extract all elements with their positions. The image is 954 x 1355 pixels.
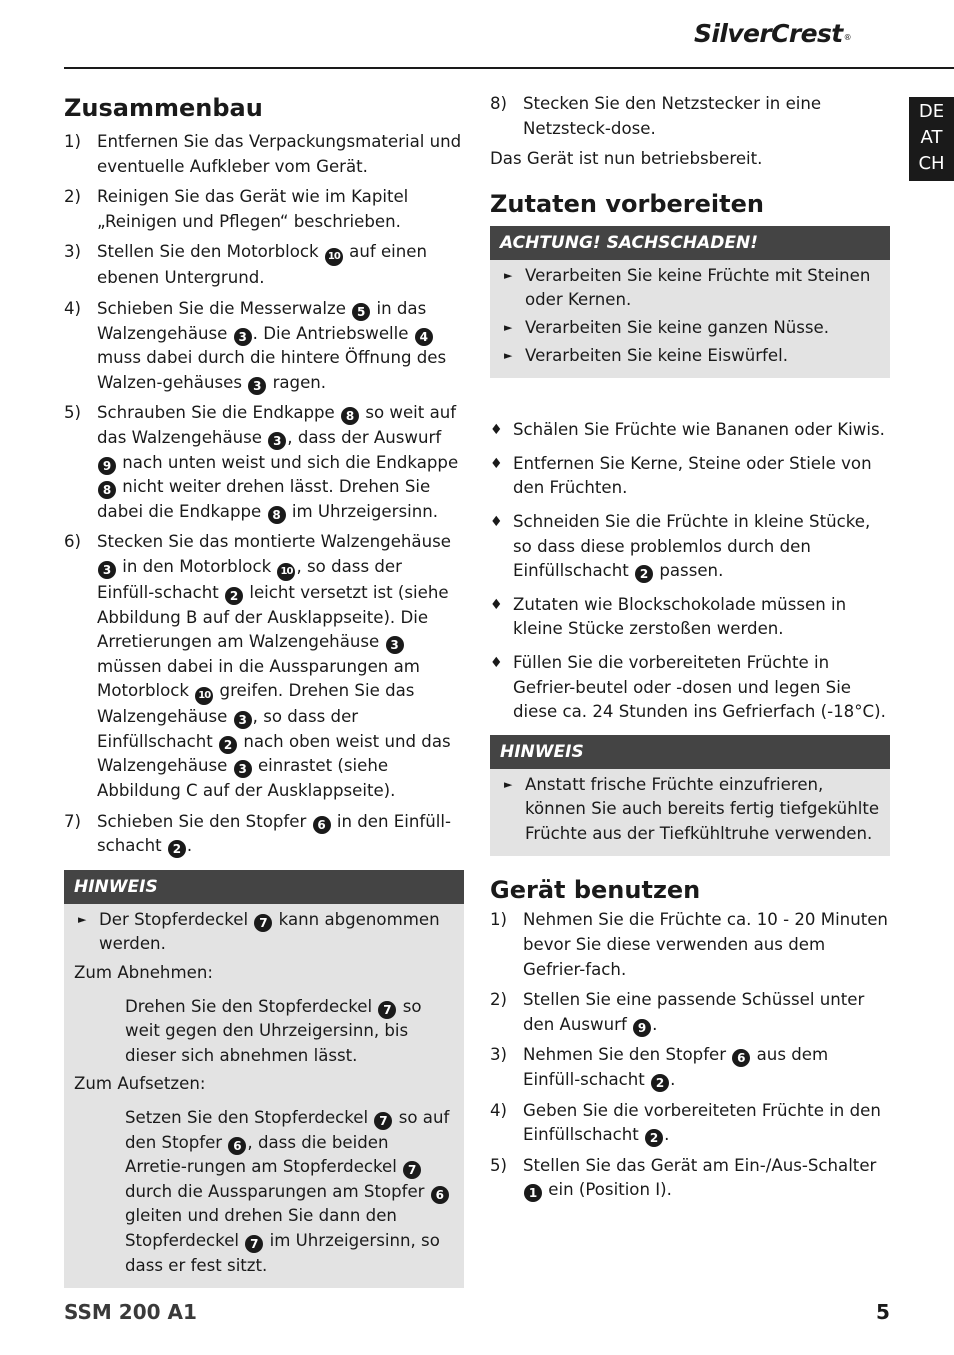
ref-badge: 3 [234,760,252,778]
lang-de: DE [918,101,945,122]
ref-badge: 3 [234,711,252,729]
diamond-bullet-icon: ♦ [490,455,503,472]
warning-bullet: ► Verarbeiten Sie keine ganzen Nüsse. [500,316,880,341]
assembly-step: 5) Schrauben Sie die Endkappe 8 so weit auf das Walzengehäuse 3 , dass der Auswurf 9 nach unten weist und sich die Endkappe 8 nicht weiter drehen lässt. Drehen Sie dabei die Endkappe 8 im Uhrzeigersinn. [64,403,459,522]
ref-badge: 6 [431,1186,449,1204]
prep-item: ♦ Schneiden Sie die Früchte in kleine Stücke, so dass diese problemlos durch den Einfüllschacht 2 passen. [490,511,871,582]
ref-badge: 7 [374,1112,392,1130]
ref-badge: 9 [633,1019,651,1037]
note-remove-label: Zum Abnehmen: [74,963,213,983]
ref-badge: 2 [225,587,243,605]
diamond-bullet-icon: ♦ [490,513,503,530]
triangle-bullet-icon: ► [78,912,87,926]
assembly-step: 8) Stecken Sie den Netzstecker in eine Netzsteck-dose. [490,94,822,138]
triangle-bullet-icon: ► [504,348,513,362]
note-attach-text: Setzen Sie den Stopferdeckel 7 so auf den Stopfer 6 , dass die beiden Arretie-rungen am Stopferdeckel 7 durch die Aussparungen am Stopfer 6 gleiten und drehen Sie dann den Stopferdeckel 7 im Uhrzeigersinn, so dass er fest sitzt. [125,1108,450,1275]
note-box [490,735,890,857]
ref-badge: 2 [219,736,237,754]
ref-badge: 2 [635,565,653,583]
ref-badge: 9 [98,457,116,475]
ref-badge: 5 [352,303,370,321]
language-tab [909,97,954,181]
brand-logo: SilverCrest® [694,19,851,48]
prep-item: ♦ Schälen Sie Früchte wie Bananen oder Kiwis. [490,418,890,443]
warning-header: ACHTUNG! SACHSCHADEN! [490,226,890,260]
ref-badge: 6 [732,1049,750,1067]
ref-badge: 7 [378,1001,396,1019]
section-title-assembly: Zusammenbau [64,94,263,122]
assembly-step: 4) Schieben Sie die Messerwalze 5 in das Walzengehäuse 3 . Die Antriebswelle 4 muss dabei durch die hintere Öffnung des Walzen-gehäuses 3 ragen. [64,298,447,393]
ref-badge: 7 [403,1161,421,1179]
section-title-use: Gerät benutzen [490,876,701,905]
note-bullet: ► Der Stopferdeckel 7 kann abgenommen werden. [78,909,440,954]
right-column [490,90,890,1203]
lang-at: AT [920,127,943,148]
section-title-prep: Zutaten vorbereiten [490,189,764,218]
use-step: 2) Stellen Sie eine passende Schüssel unter den Auswurf 9 . [490,990,865,1035]
left-column [64,90,464,1288]
ref-badge: 3 [268,432,286,450]
diamond-bullet-icon: ♦ [490,654,503,671]
ref-badge: 6 [313,816,331,834]
ref-badge: 3 [386,636,404,654]
note-attach-label: Zum Aufsetzen: [74,1074,206,1094]
assembly-step: 2) Reinigen Sie das Gerät wie im Kapitel „Reinigen und Pflegen“ beschrieben. [64,187,409,231]
assembly-step: 1) Entfernen Sie das Verpackungsmaterial und eventuelle Aufkleber vom Gerät. [64,132,462,176]
diamond-bullet-icon: ♦ [490,422,503,439]
footer-model: SSM 200 A1 [64,1300,197,1324]
ref-badge: 7 [245,1235,263,1253]
note-box [64,870,464,1288]
ref-badge: 8 [341,407,359,425]
assembly-step: 3) Stellen Sie den Motorblock 10 auf einen ebenen Untergrund. [64,242,428,288]
triangle-bullet-icon: ► [504,268,513,282]
ref-badge: 3 [234,328,252,346]
note-bullet: ► Anstatt frische Früchte einzufrieren, können Sie auch bereits fertig tiefgekühlte Früchte aus der Tiefkühltruhe verwenden. [504,774,880,843]
assembly-step: 6) Stecken Sie das montierte Walzengehäuse 3 in den Motorblock 10 , so dass der Einfüll-schacht 2 leicht versetzt ist (siehe Abbildung B auf der Ausklappseite). Die Arretierungen am Walzengehäuse 3 müssen dabei in die Aussparungen am Motorblock 10 greifen. Drehen Sie das Walzengehäuse 3 , so dass der Einfüllschacht 2 nach oben weist und das Walzengehäuse 3 einrastet (siehe Abbildung C auf der Ausklappseite). [64,532,451,801]
ref-badge: 10 [277,563,295,581]
use-step: 5) Stellen Sie das Gerät am Ein-/Aus-Schalter 1 ein (Position I). [490,1155,877,1201]
ref-badge: 3 [98,561,116,579]
ref-badge: 4 [415,328,433,346]
warning-box [490,226,890,378]
warning-bullet: ► Verarbeiten Sie keine Früchte mit Steinen oder Kernen. [504,265,871,310]
prep-item: ♦ Zutaten wie Blockschokolade müssen in kleine Stücke zerstoßen werden. [490,594,847,639]
triangle-bullet-icon: ► [504,777,513,791]
assembly-step: 7) Schieben Sie den Stopfer 6 in den Einfüll-schacht 2 . [64,811,451,857]
use-step: 3) Nehmen Sie den Stopfer 6 aus dem Einfüll-schacht 2 . [490,1045,829,1091]
prep-item: ♦ Füllen Sie die vorbereiteten Früchte in Gefrier-beutel oder -dosen und legen Sie diese ca. 24 Stunden ins Gefrierfach (-18°C). [490,652,886,722]
lang-ch: CH [918,153,945,174]
ref-badge: 6 [228,1137,246,1155]
ref-badge: 3 [248,377,266,395]
ref-badge: 8 [268,506,286,524]
header-rule [64,67,954,69]
ready-text: Das Gerät ist nun betriebsbereit. [490,149,763,169]
ref-badge: 1 [524,1184,542,1202]
ref-badge: 2 [168,840,186,858]
ref-badge: 10 [195,687,213,705]
ref-badge: 10 [325,248,343,266]
ref-badge: 2 [651,1074,669,1092]
ref-badge: 2 [645,1129,663,1147]
note-remove-text: Drehen Sie den Stopferdeckel 7 so weit gegen den Uhrzeigersinn, bis dieser sich abnehmen lässt. [125,996,422,1065]
note-header: HINWEIS [64,870,464,904]
ref-badge: 7 [254,914,272,932]
diamond-bullet-icon: ♦ [490,596,503,613]
use-step: 1) Nehmen Sie die Früchte ca. 10 - 20 Minuten bevor Sie diese verwenden aus dem Gefrier-fach. [490,910,888,979]
triangle-bullet-icon: ► [504,320,513,334]
prep-item: ♦ Entfernen Sie Kerne, Steine oder Stiele von den Früchten. [490,453,872,498]
warning-bullet: ► Verarbeiten Sie keine Eiswürfel. [500,344,880,369]
use-step: 4) Geben Sie die vorbereiteten Früchte in den Einfüllschacht 2 . [490,1100,881,1146]
ref-badge: 8 [98,481,116,499]
note-header: HINWEIS [490,735,890,769]
page-number: 5 [876,1300,890,1324]
